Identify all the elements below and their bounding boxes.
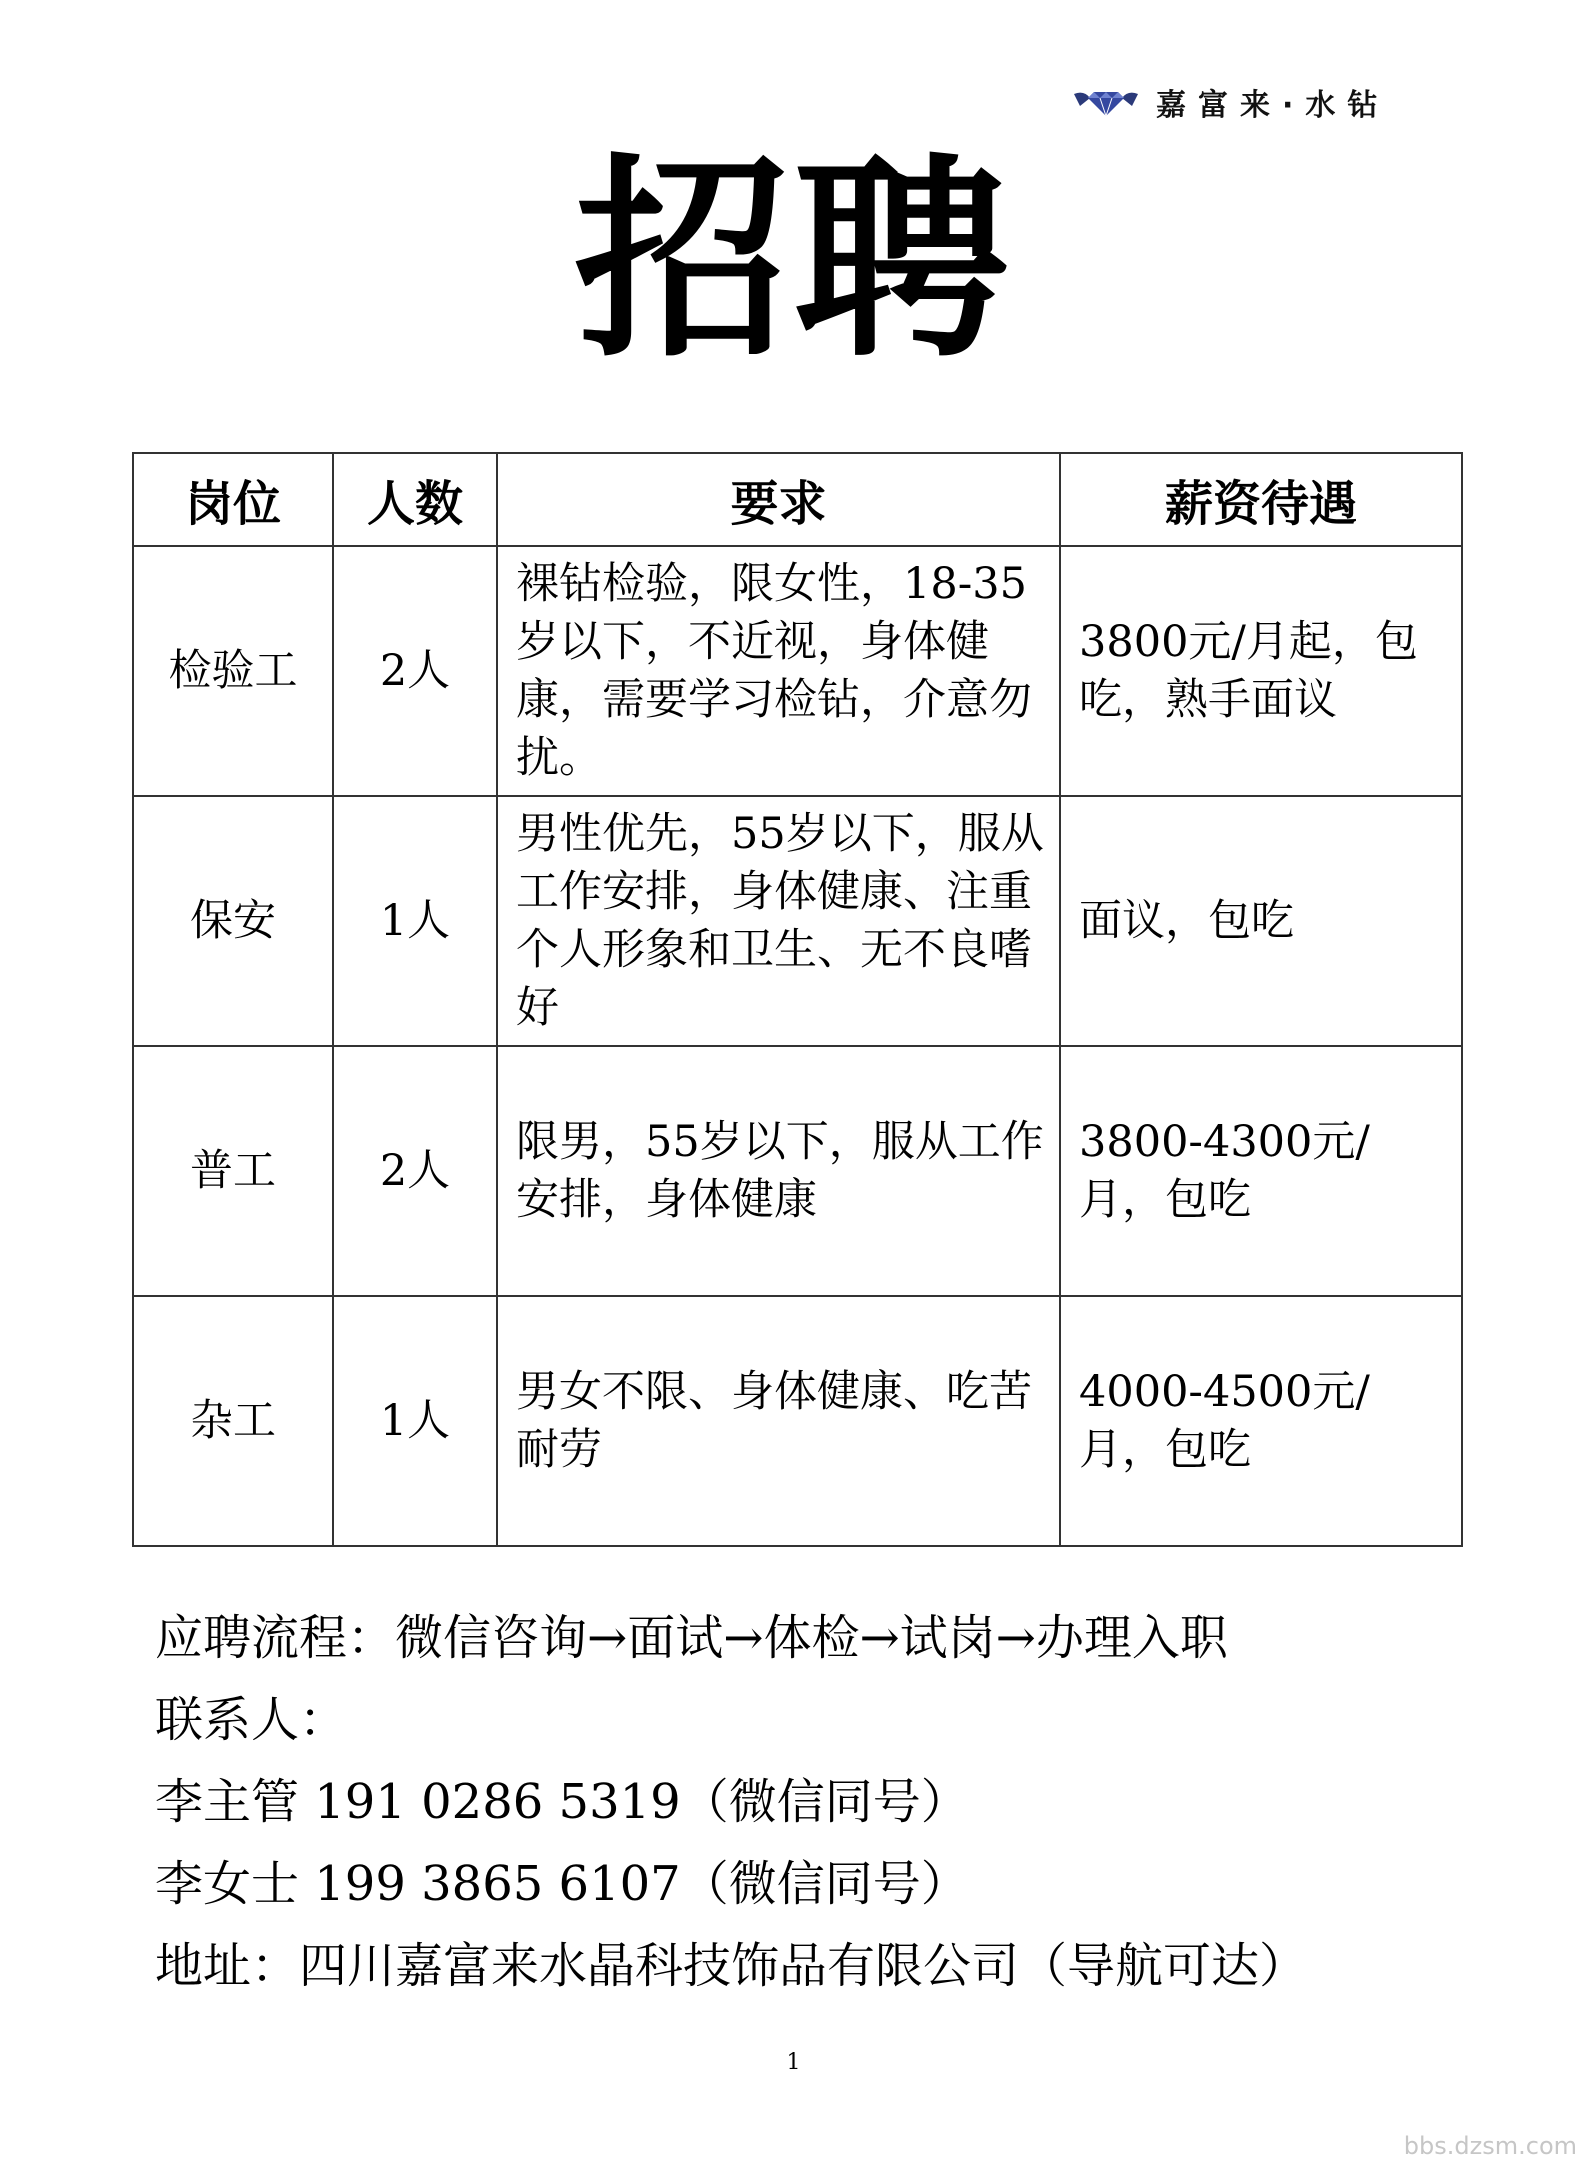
diamond-logo-icon [1070, 84, 1142, 120]
cell-requirement: 裸钻检验，限女性，18-35岁以下，不近视，身体健康，需要学习检钻，介意勿扰。 [497, 546, 1060, 796]
page-number: 1 [786, 2050, 801, 2075]
table-row [133, 546, 1462, 796]
job-table [132, 452, 1463, 1547]
cell-count: 2人 [333, 546, 497, 796]
cell-requirement: 限男，55岁以下，服从工作安排，身体健康 [497, 1046, 1060, 1296]
watermark: bbs.dzsm.com [1403, 2132, 1577, 2160]
header-requirement: 要求 [497, 453, 1060, 546]
cell-position: 保安 [133, 796, 333, 1046]
cell-salary: 3800元/月起，包吃，熟手面议 [1060, 546, 1462, 796]
table-row [133, 1046, 1462, 1296]
brand-name: 嘉富来·水钻 [1156, 88, 1390, 123]
cell-requirement: 男性优先，55岁以下，服从工作安排，身体健康、注重个人形象和卫生、无不良嗜好 [497, 796, 1060, 1046]
cell-position: 杂工 [133, 1296, 333, 1546]
cell-salary: 3800-4300元/月，包吃 [1060, 1046, 1462, 1296]
header-count: 人数 [333, 453, 497, 546]
cell-requirement: 男女不限、身体健康、吃苦耐劳 [497, 1296, 1060, 1546]
contact-line: 李主管 191 0286 5319（微信同号） [155, 1774, 969, 1830]
table-header-row [133, 453, 1462, 546]
cell-position: 普工 [133, 1046, 333, 1296]
cell-position: 检验工 [133, 546, 333, 796]
contact-line: 李女士 199 3865 6107（微信同号） [155, 1856, 969, 1912]
header-position: 岗位 [133, 453, 333, 546]
cell-count: 1人 [333, 1296, 497, 1546]
contact-label: 联系人： [155, 1692, 348, 1748]
header-salary: 薪资待遇 [1060, 453, 1462, 546]
brand-header [1070, 82, 1389, 122]
info-section [155, 1597, 1307, 2007]
table-row [133, 796, 1462, 1046]
table-row [133, 1296, 1462, 1546]
page-title: 招聘 [574, 133, 1013, 386]
cell-count: 1人 [333, 796, 497, 1046]
cell-salary: 4000-4500元/月，包吃 [1060, 1296, 1462, 1546]
address: 地址：四川嘉富来水晶科技饰品有限公司（导航可达） [155, 1938, 1308, 1994]
cell-salary: 面议，包吃 [1060, 796, 1462, 1046]
hiring-process: 应聘流程：微信咨询→面试→体检→试岗→办理入职 [155, 1610, 1228, 1666]
cell-count: 2人 [333, 1046, 497, 1296]
